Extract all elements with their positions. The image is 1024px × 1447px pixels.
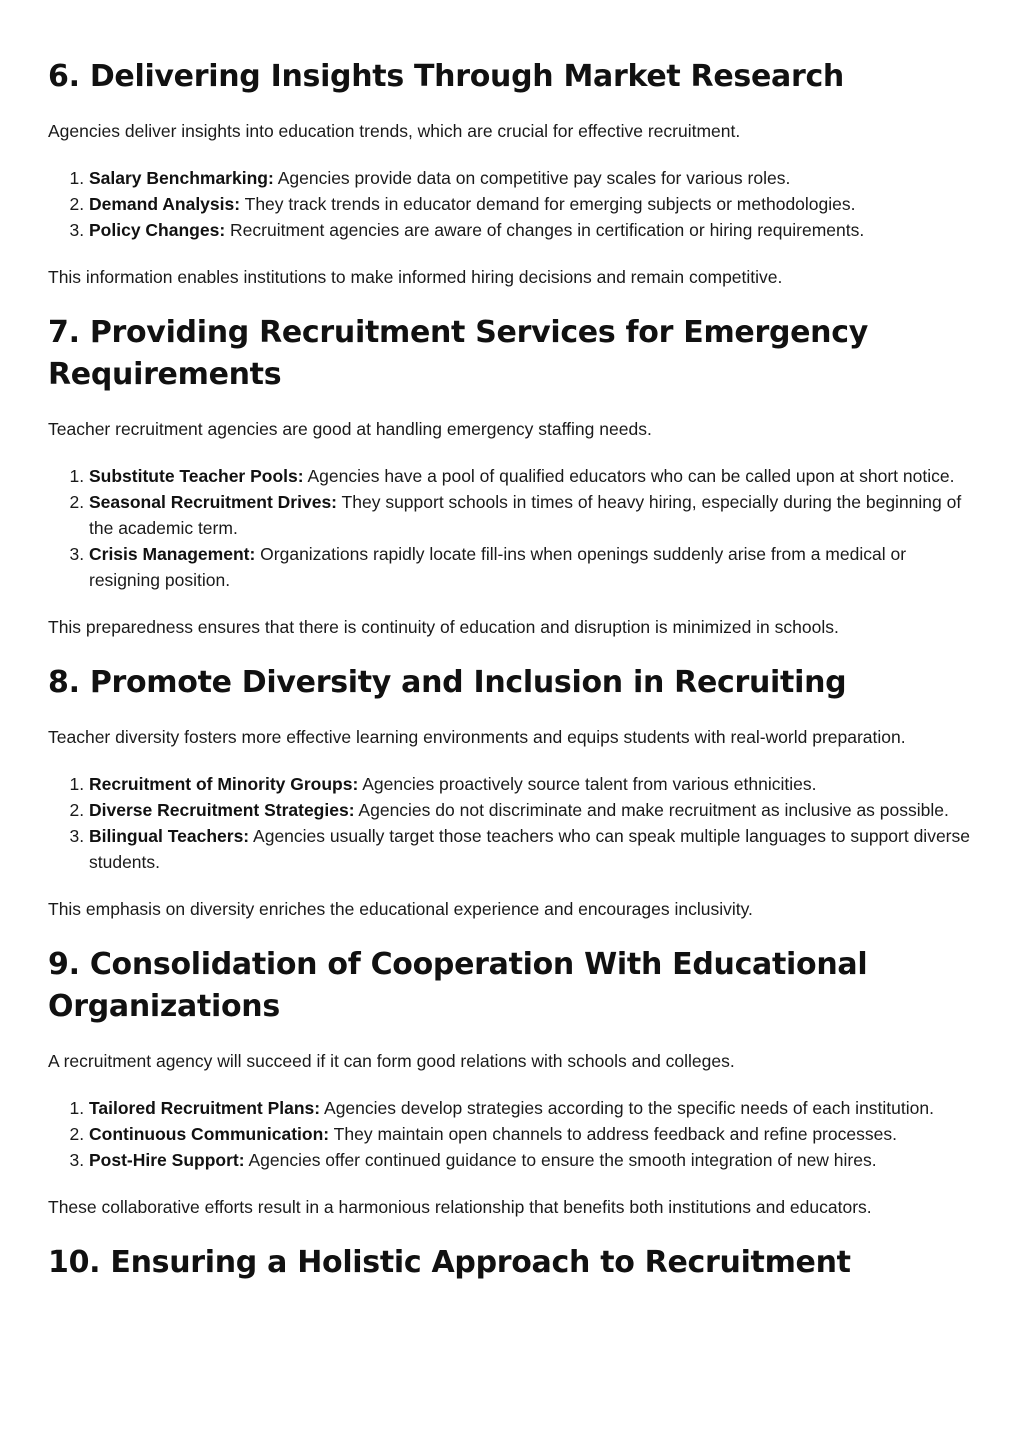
list-item-term: Salary Benchmarking:: [89, 168, 274, 188]
article-body: [48, 56, 978, 1304]
list-item-term: Diverse Recruitment Strategies:: [89, 800, 355, 820]
list-item-text: Agencies offer continued guidance to ensure the smooth integration of new hires.: [244, 1150, 877, 1170]
list-item: [89, 1147, 978, 1173]
list-item-text: Organizations rapidly locate fill-ins when openings suddenly arise from a medical or resigning position.: [89, 544, 907, 590]
numbered-list: [48, 1095, 978, 1173]
list-item-term: Seasonal Recruitment Drives:: [89, 492, 338, 512]
list-item: [89, 165, 978, 191]
section-8: [48, 662, 978, 922]
numbered-list: [48, 463, 978, 593]
numbered-list: [48, 771, 978, 875]
section-heading: 10. Ensuring a Holistic Approach to Recruitment: [48, 1245, 851, 1280]
section-heading: 8. Promote Diversity and Inclusion in Recruiting: [48, 665, 847, 700]
list-item: [89, 823, 978, 875]
section-intro: Teacher recruitment agencies are good at handling emergency staffing needs.: [48, 419, 652, 439]
section-intro: A recruitment agency will succeed if it can form good relations with schools and colleges.: [48, 1051, 735, 1071]
list-item-text: Agencies have a pool of qualified educators who can be called upon at short notice.: [303, 466, 955, 486]
list-item-text: Agencies usually target those teachers who can speak multiple languages to support diverse students.: [89, 826, 970, 872]
section-outro: This preparedness ensures that there is continuity of education and disruption is minimized in schools.: [48, 617, 839, 637]
list-item-term: Crisis Management:: [89, 544, 256, 564]
list-item-text: They maintain open channels to address feedback and refine processes.: [329, 1124, 897, 1144]
list-item: [89, 191, 978, 217]
list-item: [89, 489, 978, 541]
list-item-text: Agencies proactively source talent from various ethnicities.: [358, 774, 817, 794]
section-9: [48, 944, 978, 1220]
section-intro: Teacher diversity fosters more effective learning environments and equips students with real-world preparation.: [48, 727, 906, 747]
section-7: [48, 312, 978, 640]
section-heading: 6. Delivering Insights Through Market Research: [48, 59, 844, 94]
list-item-term: Recruitment of Minority Groups:: [89, 774, 359, 794]
section-outro: This information enables institutions to make informed hiring decisions and remain competitive.: [48, 267, 783, 287]
list-item: [89, 771, 978, 797]
list-item-text: Recruitment agencies are aware of changes in certification or hiring requirements.: [225, 220, 865, 240]
list-item-term: Policy Changes:: [89, 220, 226, 240]
section-heading: 7. Providing Recruitment Services for Emergency Requirements: [48, 315, 868, 392]
list-item-text: Agencies do not discriminate and make recruitment as inclusive as possible.: [354, 800, 949, 820]
list-item-text: Agencies develop strategies according to the specific needs of each institution.: [320, 1098, 934, 1118]
section-outro: This emphasis on diversity enriches the educational experience and encourages inclusivity.: [48, 899, 753, 919]
list-item: [89, 1121, 978, 1147]
list-item: [89, 1095, 978, 1121]
section-heading: 9. Consolidation of Cooperation With Educational Organizations: [48, 947, 868, 1024]
list-item: [89, 541, 978, 593]
section-outro: These collaborative efforts result in a harmonious relationship that benefits both institutions and educators.: [48, 1197, 872, 1217]
numbered-list: [48, 165, 978, 243]
list-item: [89, 217, 978, 243]
list-item-term: Continuous Communication:: [89, 1124, 330, 1144]
list-item: [89, 463, 978, 489]
section-6: [48, 56, 978, 290]
list-item-term: Post-Hire Support:: [89, 1150, 245, 1170]
list-item-text: They track trends in educator demand for emerging subjects or methodologies.: [240, 194, 856, 214]
list-item-term: Substitute Teacher Pools:: [89, 466, 304, 486]
section-10: [48, 1242, 978, 1284]
list-item-term: Demand Analysis:: [89, 194, 241, 214]
list-item: [89, 797, 978, 823]
list-item-text: They support schools in times of heavy hiring, especially during the beginning of the academic term.: [89, 492, 962, 538]
list-item-term: Bilingual Teachers:: [89, 826, 250, 846]
list-item-text: Agencies provide data on competitive pay scales for various roles.: [273, 168, 791, 188]
section-intro: Agencies deliver insights into education trends, which are crucial for effective recruitment.: [48, 121, 741, 141]
list-item-term: Tailored Recruitment Plans:: [89, 1098, 321, 1118]
